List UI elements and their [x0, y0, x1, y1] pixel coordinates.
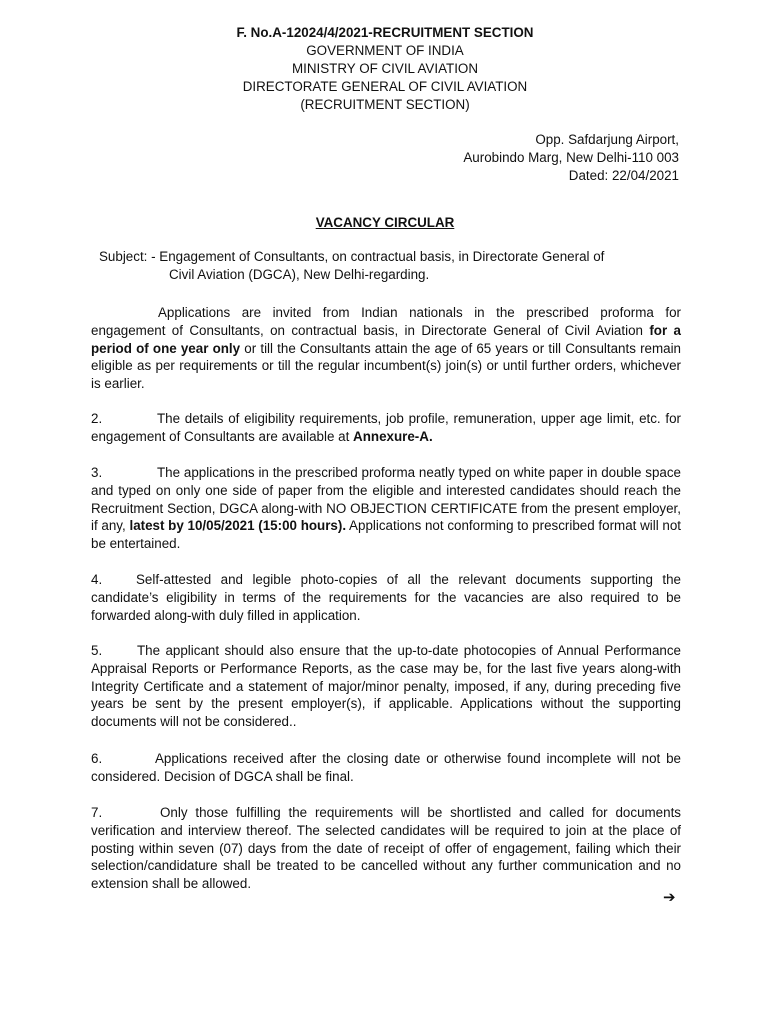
paragraph-5	[91, 642, 681, 731]
paragraph-7-number: 7.	[91, 805, 103, 820]
address-block	[463, 131, 679, 185]
paragraph-2-text: The details of eligibility requirements, job profile, remuneration, upper age limit, etc. for engagement of Consultants are available at	[91, 411, 681, 444]
paragraph-2	[91, 410, 681, 446]
paragraph-6-text: Applications received after the closing date or otherwise found incomplete will not be considered. Decision of DGCA shall be final.	[91, 751, 681, 784]
paragraph-6-number: 6.	[91, 751, 103, 766]
paragraph-6	[91, 750, 681, 786]
paragraph-1-bold: for a period of one year only	[91, 322, 681, 356]
file-number: F. No.A-12024/4/2021-RECRUITMENT SECTION	[236, 25, 534, 40]
date-line: Dated: 22/04/2021	[568, 168, 679, 183]
subject-line-1: Subject: - Engagement of Consultants, on contractual basis, in Directorate General of	[99, 249, 605, 264]
paragraph-4-number: 4.	[91, 572, 103, 587]
paragraph-1	[91, 304, 681, 393]
paragraph-3-number: 3.	[91, 465, 103, 480]
header-government: GOVERNMENT OF INDIA	[306, 43, 464, 58]
paragraph-5-text: The applicant should also ensure that the up-to-date photocopies of Annual Performance Appraisal Reports or Performance Reports, as the case may be, for the last five years along-with Integrity Certificate and a statement of major/minor penalty, imposed, if any, during preceding five years be sent by the present employer(s), if applicable. Applications without the supporting documents will not be considered..	[91, 643, 681, 730]
paragraph-3-text-b: Applications not conforming to prescribed format will not be entertained.	[91, 518, 682, 552]
address-line-2: Aurobindo Marg, New Delhi-110 003	[463, 150, 679, 165]
arrow-right-icon: ➔	[663, 888, 676, 906]
page-title: VACANCY CIRCULAR	[315, 215, 455, 230]
paragraph-3	[91, 464, 681, 553]
paragraph-7-text: Only those fulfilling the requirements will be shortlisted and called for documents verification and interview thereof. The selected candidates will be required to join at the place of posting within seven (07) days from the date of receipt of offer of engagement, failing which their selection/candidature shall be treated to be cancelled without any further communication and no extension shall be allowed.	[91, 805, 681, 892]
header-section: (RECRUITMENT SECTION)	[300, 97, 470, 112]
subject-line-2: Civil Aviation (DGCA), New Delhi-regarding.	[169, 266, 430, 282]
paragraph-1-text-b: or till the Consultants attain the age of 65 years or till Consultants remain eligible as per requirements or till the regular incumbent(s) join(s) or until further orders, whichever is earlier.	[91, 340, 681, 392]
paragraph-4-text: Self-attested and legible photo-copies of all the relevant documents supporting the candidate’s eligibility in terms of the requirements for the vacancies are also required to be forwarded along-with duly filled in application.	[91, 572, 681, 623]
paragraph-3-text-a: The applications in the prescribed proforma neatly typed on white paper in double space and typed on only one side of paper from the eligible and interested candidates should reach the Recruitment Section, DGCA along-with NO OBJECTION CERTIFICATE from the present employer, if any,	[91, 465, 681, 534]
paragraph-4	[91, 571, 681, 624]
paragraph-2-number: 2.	[91, 411, 103, 426]
deadline-text: latest by 10/05/2021 (15:00 hours).	[129, 518, 347, 534]
letterhead	[0, 24, 770, 114]
paragraph-7	[91, 804, 681, 893]
paragraph-5-number: 5.	[91, 643, 103, 658]
subject-block	[99, 248, 681, 284]
header-ministry: MINISTRY OF CIVIL AVIATION	[291, 61, 478, 76]
annexure-reference: Annexure-A.	[353, 428, 433, 444]
address-line-1: Opp. Safdarjung Airport,	[535, 132, 679, 147]
paragraph-1-text-a: Applications are invited from Indian nationals in the prescribed proforma for engagement of Consultants, on contractual basis, in Directorate General of Civil Aviation	[91, 305, 681, 338]
header-directorate: DIRECTORATE GENERAL OF CIVIL AVIATION	[242, 79, 528, 94]
